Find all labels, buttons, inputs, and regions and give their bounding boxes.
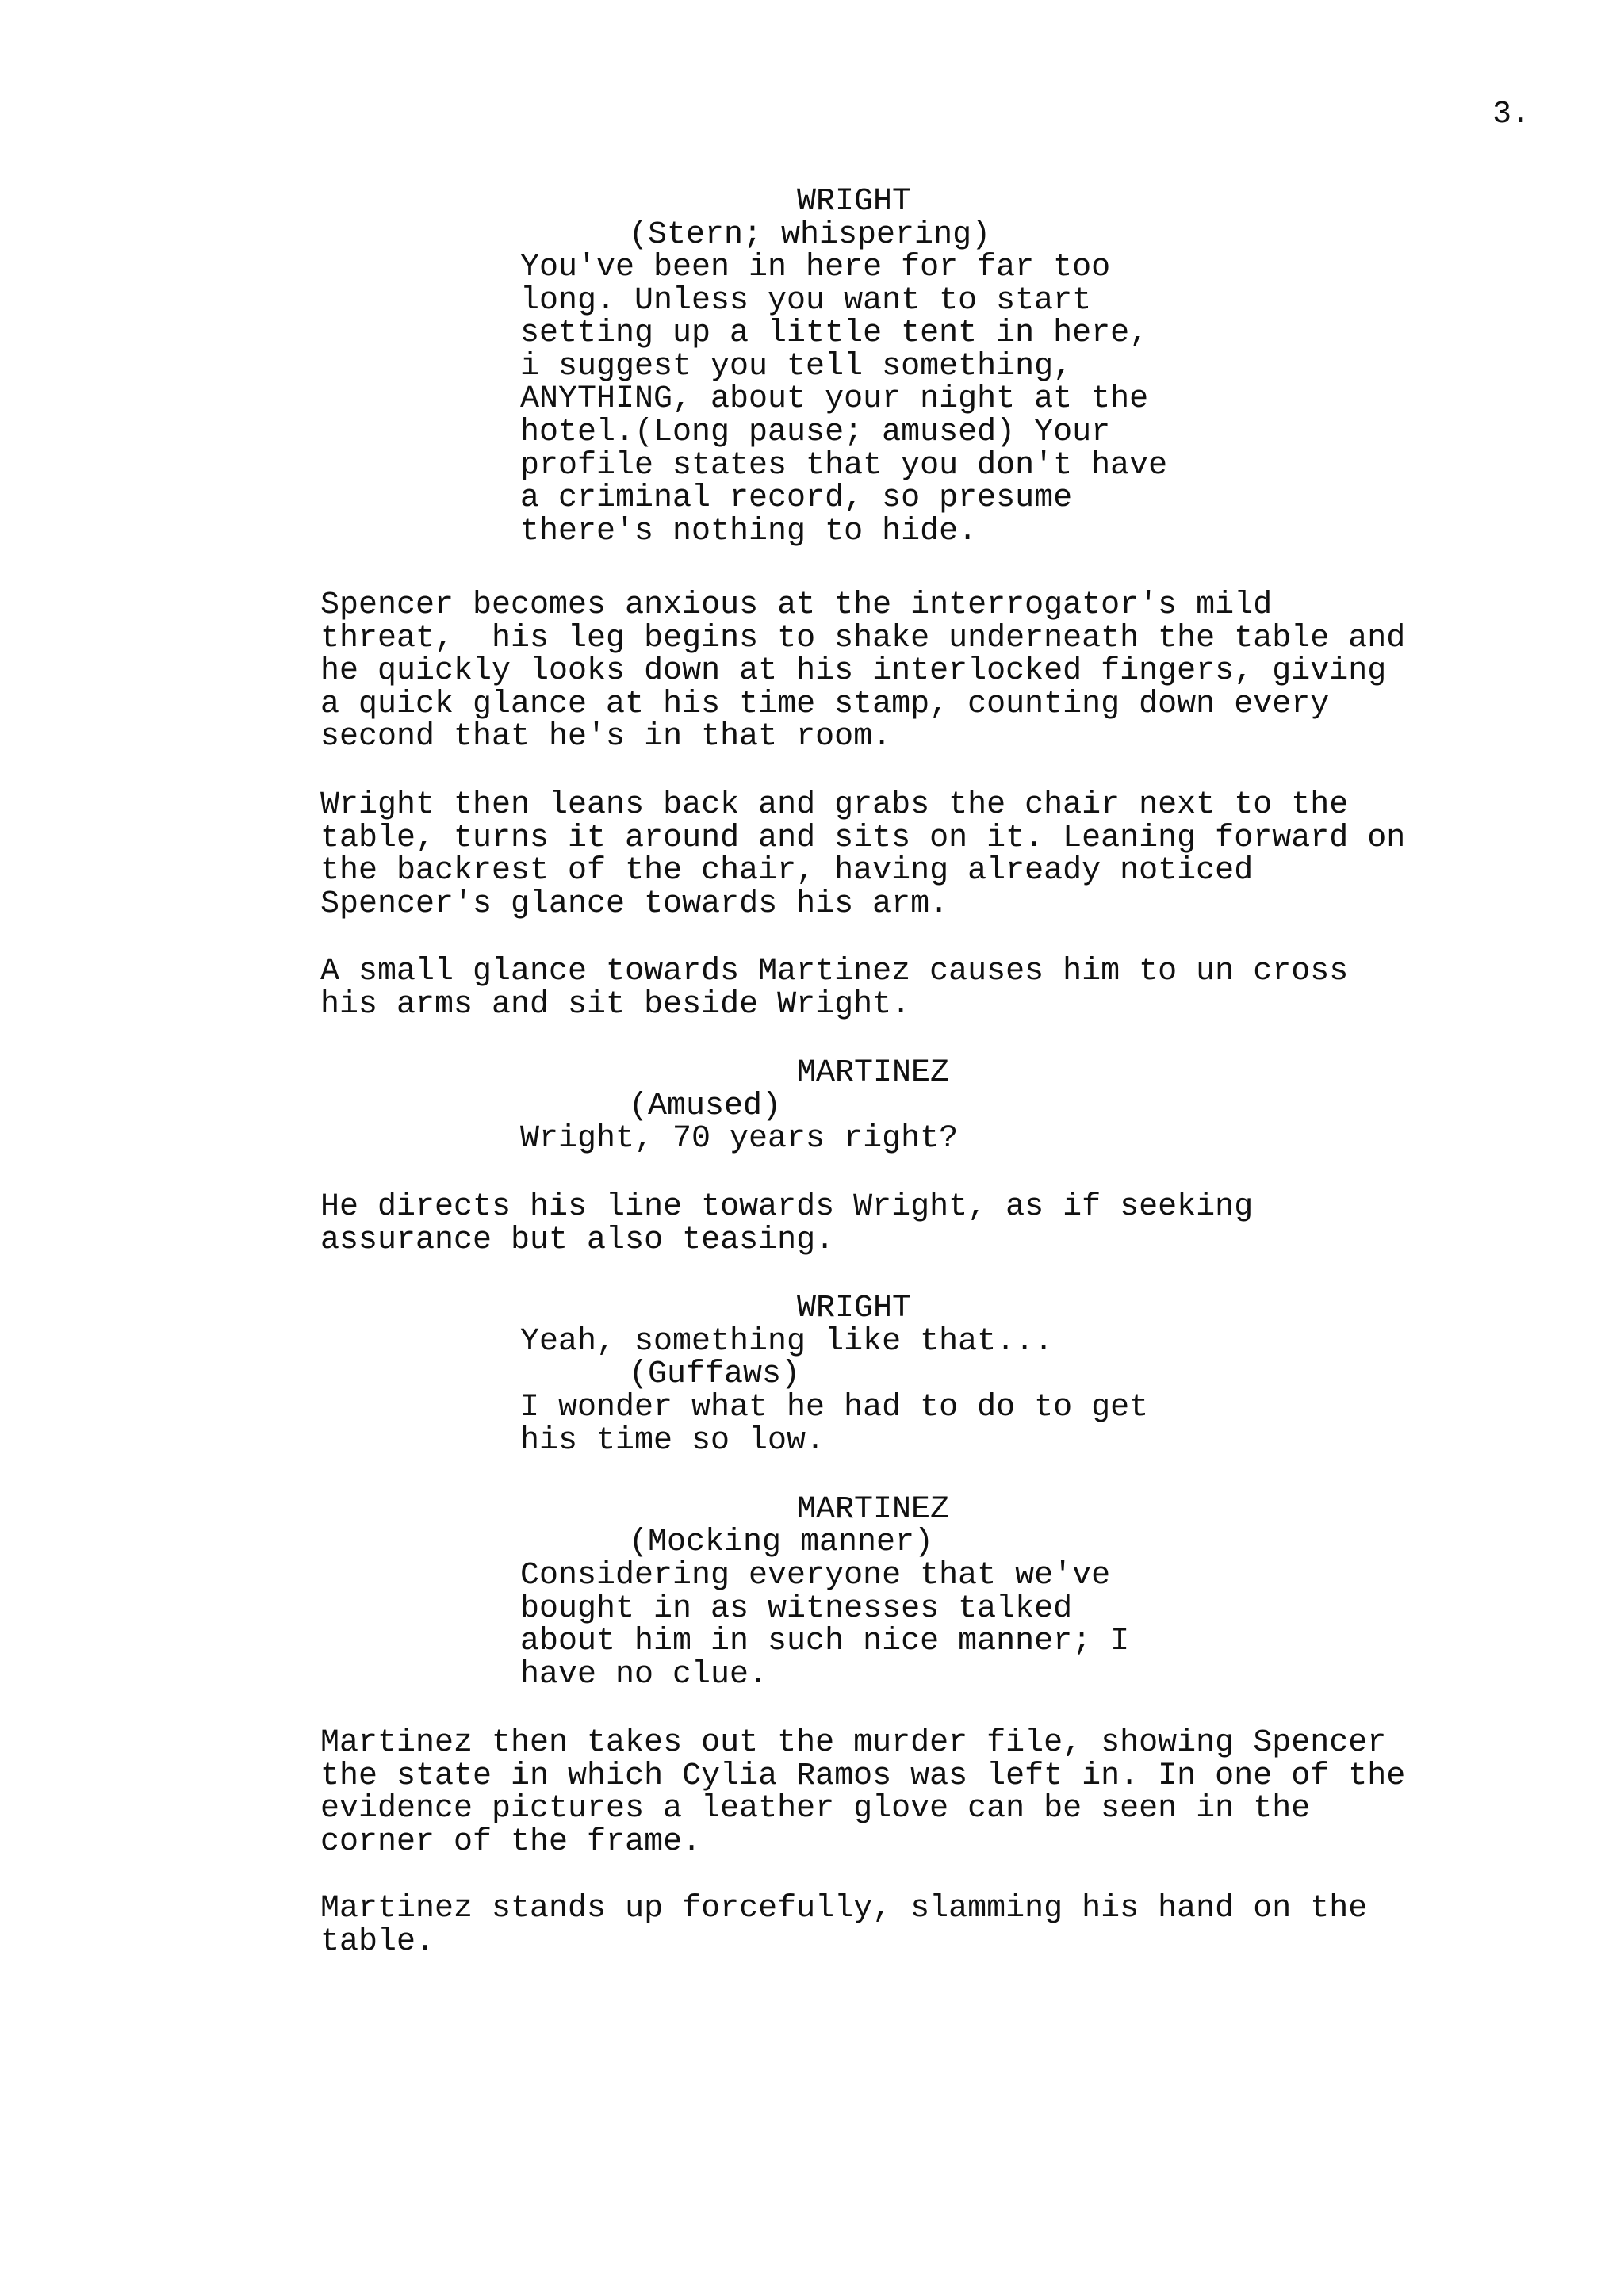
dialogue: I wonder what he had to do to get his time so low. xyxy=(520,1390,1149,1459)
dialogue: Yeah, something like that... xyxy=(520,1324,1054,1360)
character-name: MARTINEZ xyxy=(797,1055,950,1091)
dialogue: Wright, 70 years right? xyxy=(520,1121,959,1157)
parenthetical: (Stern; whispering) xyxy=(629,217,991,253)
action-line: Spencer becomes anxious at the interrogator's mild threat, his leg begins to shake underneath the table and he quickly looks down at his interlocked fingers, giving a quick glance at his time stamp, counting down every second that he's in that room. xyxy=(320,587,1406,756)
character-name: WRIGHT xyxy=(797,184,912,220)
action-line: A small glance towards Martinez causes him to un cross his arms and sit beside Wright. xyxy=(320,954,1349,1023)
parenthetical: (Amused) xyxy=(629,1089,782,1124)
page-number: 3. xyxy=(1492,97,1530,132)
character-name: MARTINEZ xyxy=(797,1492,950,1528)
character-name: WRIGHT xyxy=(797,1291,912,1326)
action-line: Wright then leans back and grabs the chair next to the table, turns it around and sits on it. Leaning forward on the backrest of the chair, having already noticed Spencer's glance towards his arm. xyxy=(320,787,1406,922)
action-line: Martinez stands up forcefully, slamming his hand on the table. xyxy=(320,1891,1368,1960)
parenthetical: (Guffaws) xyxy=(629,1357,801,1392)
dialogue: You've been in here for far too long. Unless you want to start setting up a little tent in here, i suggest you tell something, ANYTHING, about your night at the hotel.(Long pause; amused) Your profile states that you don't have a criminal record, so presume there's nothing to hide. xyxy=(520,250,1168,549)
dialogue: Considering everyone that we've bought in as witnesses talked about him in such nice manner; I have no clue. xyxy=(520,1558,1130,1693)
parenthetical: (Mocking manner) xyxy=(629,1525,934,1560)
action-line: Martinez then takes out the murder file, showing Spencer the state in which Cylia Ramos was left in. In one of the evidence pictures a leather glove can be seen in the corner of the frame. xyxy=(320,1725,1406,1860)
action-line: He directs his line towards Wright, as if seeking assurance but also teasing. xyxy=(320,1189,1254,1258)
